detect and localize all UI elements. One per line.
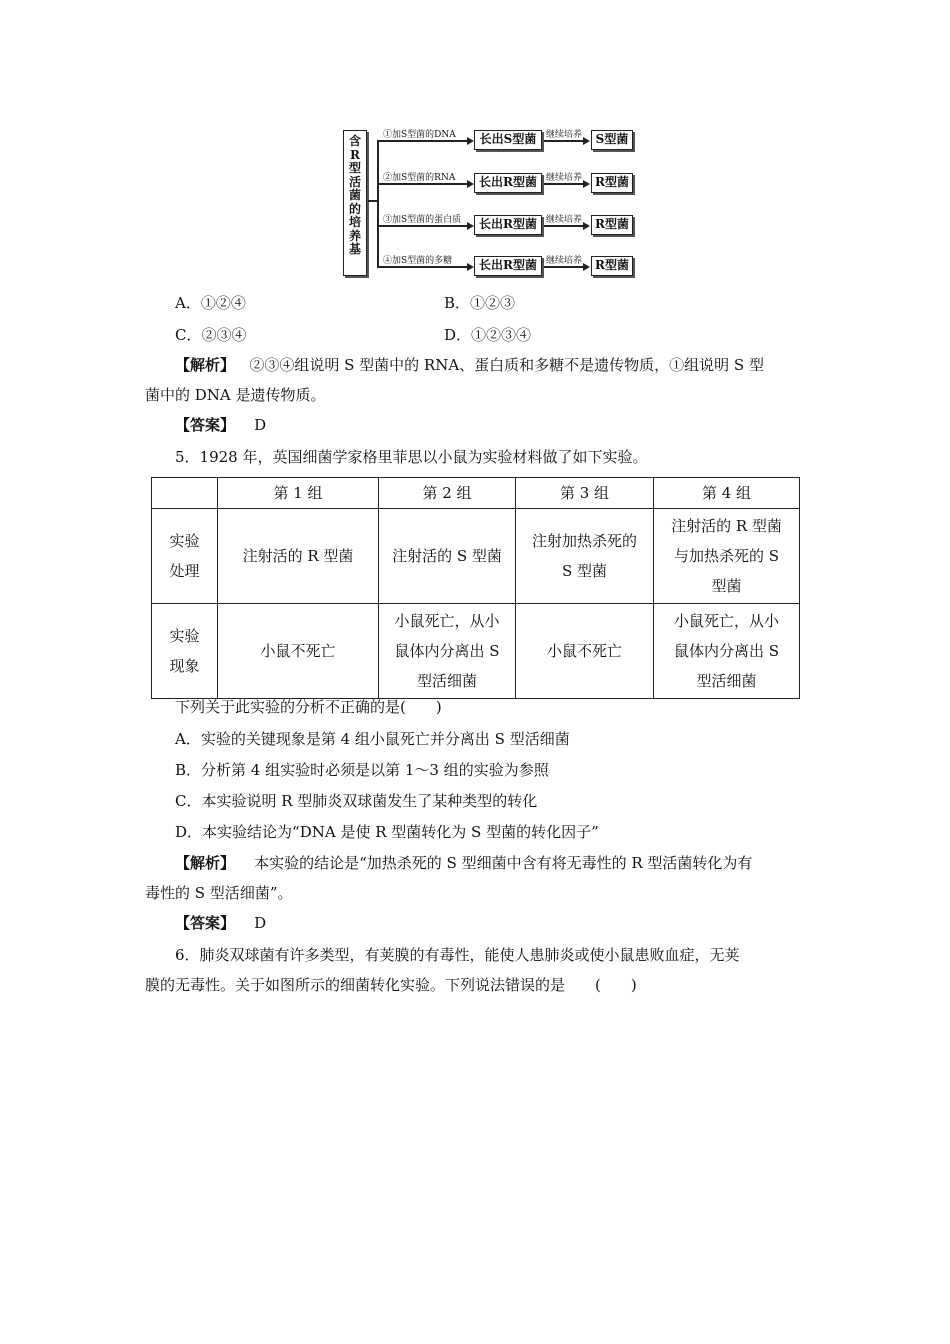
continue-label: 继续培养 [546, 215, 583, 225]
row-line [377, 225, 469, 227]
table-header-row [152, 478, 800, 509]
connector-line [368, 200, 377, 202]
table-row [152, 604, 800, 699]
arrow-icon [583, 222, 590, 230]
q4-option-c: C．②③④ [175, 326, 247, 344]
row-line [544, 266, 584, 268]
cell-line: 小鼠不死亡 [260, 642, 336, 660]
label-char: 养 [348, 228, 361, 243]
q6-stem: 6．肺炎双球菌有许多类型，有荚膜的有毒性，能使人患肺炎或使小鼠患败血症，无荚 [175, 946, 740, 964]
answer-value: D [254, 914, 267, 932]
row-line [544, 183, 584, 185]
table-cell [516, 604, 654, 699]
label-char: 培 [348, 215, 361, 229]
row-line [544, 140, 584, 142]
result-box: 长出R型菌 [474, 215, 542, 235]
label-char: 基 [348, 242, 361, 256]
cell-line: 与加热杀死的 S [673, 547, 780, 565]
q5-option-b: B．分析第 4 组实验时必须是以第 1～3 组的实验为参照 [175, 761, 549, 779]
row-line [544, 225, 584, 227]
arrow-icon [583, 137, 590, 145]
table-header-cell: 第 1 组 [218, 478, 379, 509]
cell-line: 小鼠死亡，从小 [673, 612, 779, 630]
q5-answer [175, 913, 266, 933]
table-header-cell [152, 478, 218, 509]
treatment-label: ④加S型菌的多糖 [383, 256, 453, 266]
q6-stem-cont: 膜的无毒性。关于如图所示的细菌转化实验。下列说法错误的是 ( ) [145, 976, 637, 994]
q5-option-c: C．本实验说明 R 型肺炎双球菌发生了某种类型的转化 [175, 792, 538, 810]
cell-line: 型菌 [711, 577, 742, 595]
continue-label: 继续培养 [546, 130, 583, 140]
q4-analysis [175, 355, 764, 375]
experiment-table [151, 477, 800, 699]
answer-value: D [254, 416, 267, 434]
table-header-cell: 第 4 组 [654, 478, 800, 509]
label-char: 含 [348, 134, 361, 148]
table-row [152, 509, 800, 604]
arrow-icon [583, 180, 590, 188]
analysis-label: 【解析】 [175, 854, 236, 872]
arrow-icon [467, 180, 474, 188]
table-cell [379, 509, 516, 604]
table-cell [516, 509, 654, 604]
final-box: R型菌 [591, 215, 633, 235]
q4-option-b: B．①②③ [444, 294, 516, 312]
cell-line: 鼠体内分离出 S [394, 642, 500, 660]
culture-medium-label [343, 130, 367, 276]
q4-answer [175, 415, 266, 435]
cell-line: 小鼠死亡，从小 [394, 612, 500, 630]
table-cell [654, 604, 800, 699]
arrow-icon [583, 263, 590, 271]
arrow-icon [467, 222, 474, 230]
row-label-cell [152, 604, 218, 699]
cell-line: 型活细菌 [416, 672, 477, 690]
table-header-cell: 第 3 组 [516, 478, 654, 509]
cell-line: 注射活的 R 型菌 [242, 547, 354, 565]
cell-line: S 型菌 [561, 562, 608, 580]
final-box: S型菌 [591, 130, 633, 150]
row-line [377, 140, 469, 142]
q5-stem: 5．1928 年，英国细菌学家格里菲思以小鼠为实验材料做了如下实验。 [175, 448, 648, 466]
cell-line: 小鼠不死亡 [546, 642, 622, 660]
continue-label: 继续培养 [546, 256, 583, 266]
cell-line: 鼠体内分离出 S [673, 642, 780, 660]
row-label-cell [152, 509, 218, 604]
cell-line: 注射活的 S 型菌 [392, 547, 502, 565]
treatment-label: ②加S型菌的RNA [383, 173, 456, 183]
table-cell [379, 604, 516, 699]
connector-line [377, 140, 379, 267]
table-cell [218, 604, 379, 699]
final-box: R型菌 [591, 256, 633, 276]
q4-option-d: D．①②③④ [444, 326, 532, 344]
cell-line: 实验 [169, 532, 200, 550]
result-box: 长出R型菌 [474, 256, 542, 276]
row-line [377, 183, 469, 185]
arrow-icon [467, 137, 474, 145]
table-cell [654, 509, 800, 604]
q5-question: 下列关于此实验的分析不正确的是( ) [175, 698, 442, 716]
cell-line: 处理 [169, 562, 200, 580]
label-char: 菌 [348, 188, 361, 202]
result-box: 长出R型菌 [474, 173, 542, 193]
continue-label: 继续培养 [546, 173, 583, 183]
row-line [377, 266, 469, 268]
table-cell [218, 509, 379, 604]
answer-label: 【答案】 [175, 416, 236, 434]
label-char: 活 [348, 174, 361, 189]
treatment-label: ①加S型菌的DNA [383, 130, 456, 140]
analysis-text: 本实验的结论是“加热杀死的 S 型细菌中含有将无毒性的 R 型活菌转化为有 [254, 854, 753, 872]
cell-line: 注射活的 R 型菌 [671, 517, 782, 535]
final-box: R型菌 [591, 173, 633, 193]
label-char: 的 [348, 201, 361, 216]
cell-line: 注射加热杀死的 [531, 532, 637, 550]
q5-analysis [175, 853, 752, 873]
q5-analysis-cont: 毒性的 S 型活细菌”。 [145, 884, 293, 902]
analysis-label: 【解析】 [175, 356, 236, 374]
label-char: R [350, 147, 360, 162]
table-header-cell: 第 2 组 [379, 478, 516, 509]
q4-analysis-cont: 菌中的 DNA 是遗传物质。 [145, 386, 326, 404]
q5-option-a: A．实验的关键现象是第 4 组小鼠死亡并分离出 S 型活细菌 [175, 730, 570, 748]
cell-line: 现象 [169, 657, 200, 675]
q5-option-d: D．本实验结论为“DNA 是使 R 型菌转化为 S 型菌的转化因子” [175, 823, 599, 841]
label-char: 型 [348, 161, 361, 175]
answer-label: 【答案】 [175, 914, 236, 932]
result-box: 长出S型菌 [474, 130, 542, 150]
arrow-icon [467, 263, 474, 271]
q4-option-a: A．①②④ [175, 294, 246, 312]
treatment-label: ③加S型菌的蛋白质 [383, 215, 462, 225]
analysis-text: ②③④组说明 S 型菌中的 RNA、蛋白质和多糖不是遗传物质，①组说明 S 型 [249, 356, 764, 374]
cell-line: 实验 [169, 627, 200, 645]
cell-line: 型活细菌 [696, 672, 757, 690]
